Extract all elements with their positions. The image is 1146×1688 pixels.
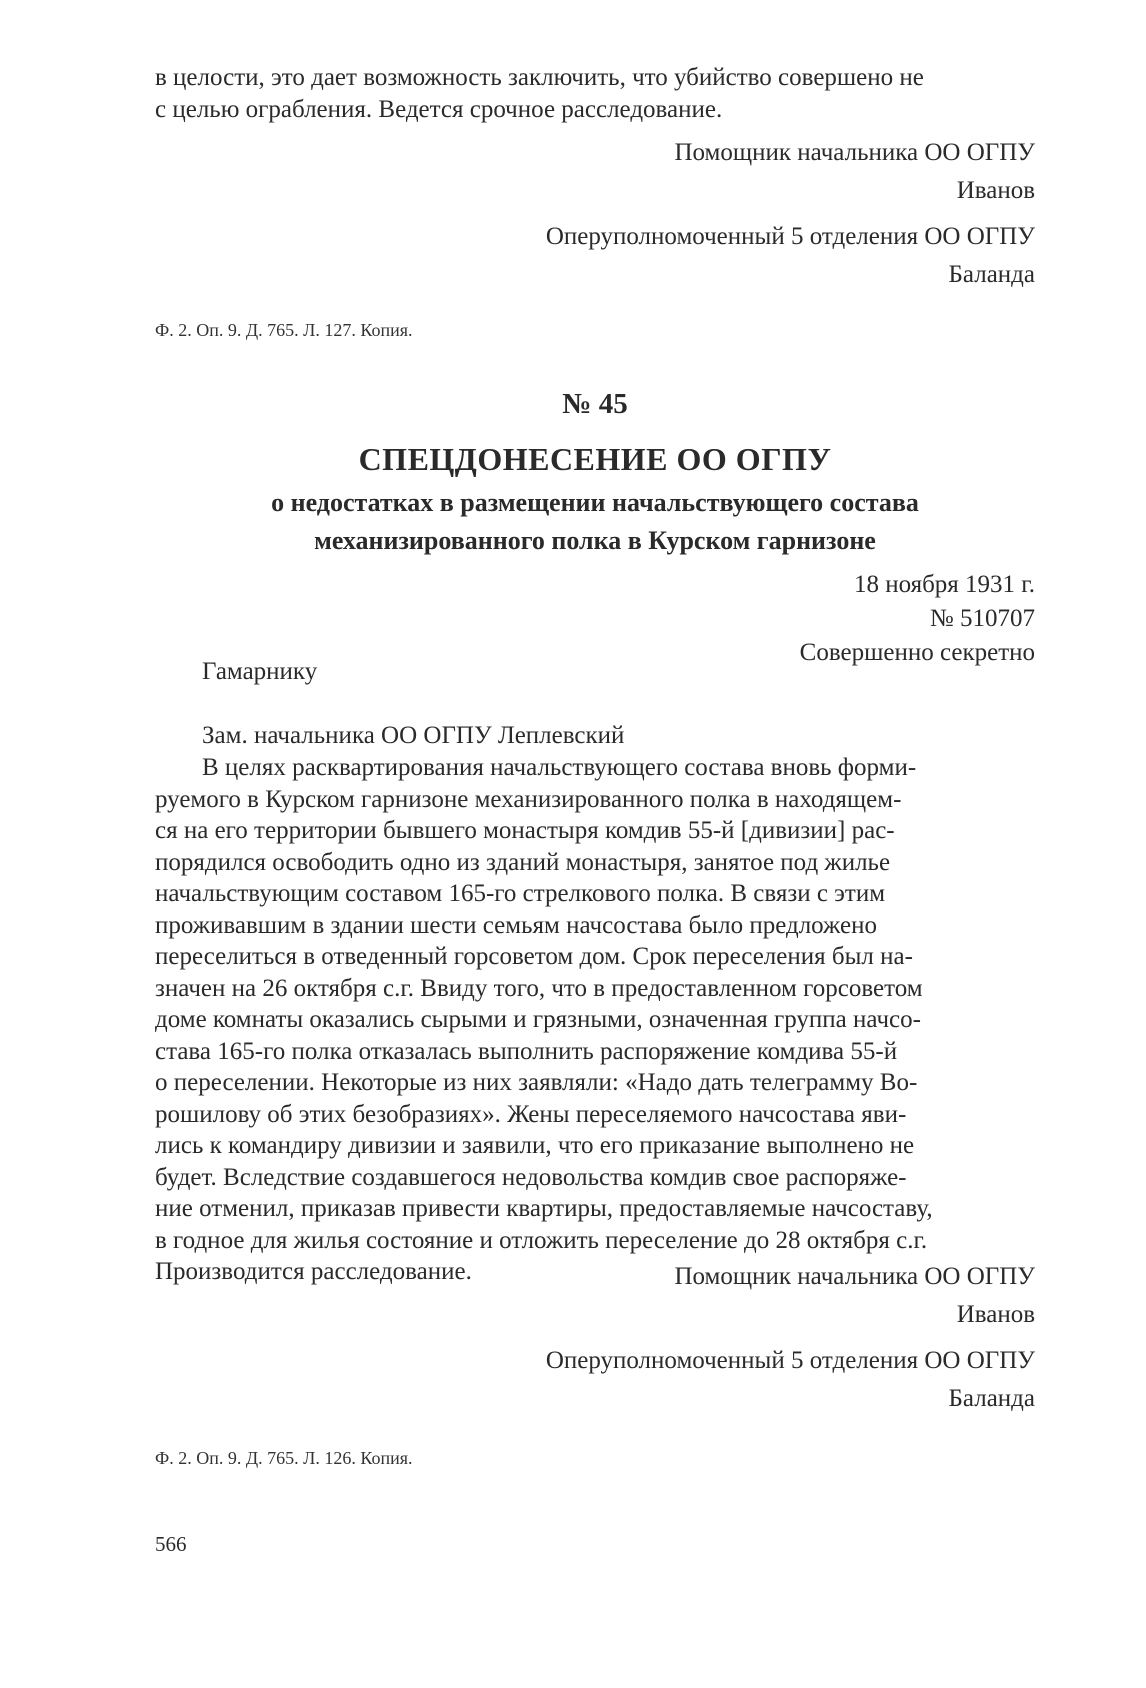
archive-source: Ф. 2. Оп. 9. Д. 765. Л. 127. Копия. [155,320,413,340]
document-body [155,752,1035,1288]
subtitle-line: о недостатках в размещении начальствующего состава [271,488,919,517]
registration-number: № 510707 [929,605,1035,632]
text-line: става 165-го полка отказалась выполнить распоряжение комдива 55-й [155,1037,898,1065]
text-line: значен на 26 октября с.г. Ввиду того, что в предоставленном горсоветом [155,974,923,1002]
prev-doc-text [155,62,1035,125]
text-line: переселиться в отведенный горсоветом дом. Срок переселения был на- [155,943,913,970]
document-subtitle [155,484,1035,560]
prev-doc-signature [155,134,1035,294]
sender: Зам. начальника ОО ОГПУ Леплевский [202,722,625,749]
signature-title: Помощник начальника ОО ОГПУ [674,139,1035,166]
text-line: проживавшим в здании шести семьям начсостава было предложено [155,911,877,939]
document-signature [155,1258,1035,1418]
text-line: В целях расквартирования начальствующего состава вновь форми- [202,754,917,781]
body-paragraph [155,752,1035,1288]
text-line: в годное для жилья состояние и отложить переселение до 28 октября с.г. [155,1226,928,1254]
classification-stamp: Совершенно секретно [799,639,1035,666]
text-line: Производится расследование. [155,1258,472,1285]
text-line: ние отменил, приказав привести квартиры, предоставляемые начсоставу, [155,1195,933,1222]
text-line: рошилову об этих безобразиях». Жены переселяемого начсостава яви- [155,1100,907,1128]
addressee: Гамарнику [202,658,318,685]
text-line: будет. Вследствие создавшегося недовольства комдив свое распоряже- [155,1163,907,1191]
signature-name: Иванов [956,1301,1035,1328]
signature-title: Оперуполномоченный 5 отделения ОО ОГПУ [545,223,1035,250]
document-number: № 45 [562,388,628,420]
document-title: СПЕЦДОНЕСЕНИЕ ОО ОГПУ [358,441,832,477]
text-line: о переселении. Некоторые из них заявляли: «Надо дать телеграмму Во- [155,1069,918,1096]
signature-title: Помощник начальника ОО ОГПУ [674,1263,1035,1290]
text-line: с целью ограбления. Ведется срочное расследование. [155,95,723,123]
signature-name: Баланда [948,261,1035,288]
text-line: руемого в Курском гарнизоне механизированного полка в находящем- [155,785,902,813]
archive-source: Ф. 2. Оп. 9. Д. 765. Л. 126. Копия. [155,1448,413,1468]
document-meta [155,568,1035,670]
text-line: начальствующим составом 165-го стрелкового полка. В связи с этим [155,880,886,907]
subtitle-line: механизированного полка в Курском гарнизоне [314,526,876,555]
text-line: доме комнаты оказались сырыми и грязными, означенная группа начсо- [155,1006,921,1033]
text-line: в целости, это дает возможность заключить, что убийство совершено не [155,64,924,91]
prev-doc-paragraph [155,62,1035,125]
text-line: порядился освободить одно из зданий монастыря, занятое под жилье [155,848,891,876]
signature-name: Иванов [956,177,1035,204]
signature-title: Оперуполномоченный 5 отделения ОО ОГПУ [545,1347,1035,1374]
text-line: ся на его территории бывшего монастыря комдив 55-й [дивизии] рас- [155,817,895,844]
signature-name: Баланда [948,1385,1035,1412]
text-line: лись к командиру дивизии и заявили, что его приказание выполнено не [155,1132,915,1159]
document-date: 18 ноября 1931 г. [853,571,1035,598]
page-number: 566 [155,1532,187,1556]
